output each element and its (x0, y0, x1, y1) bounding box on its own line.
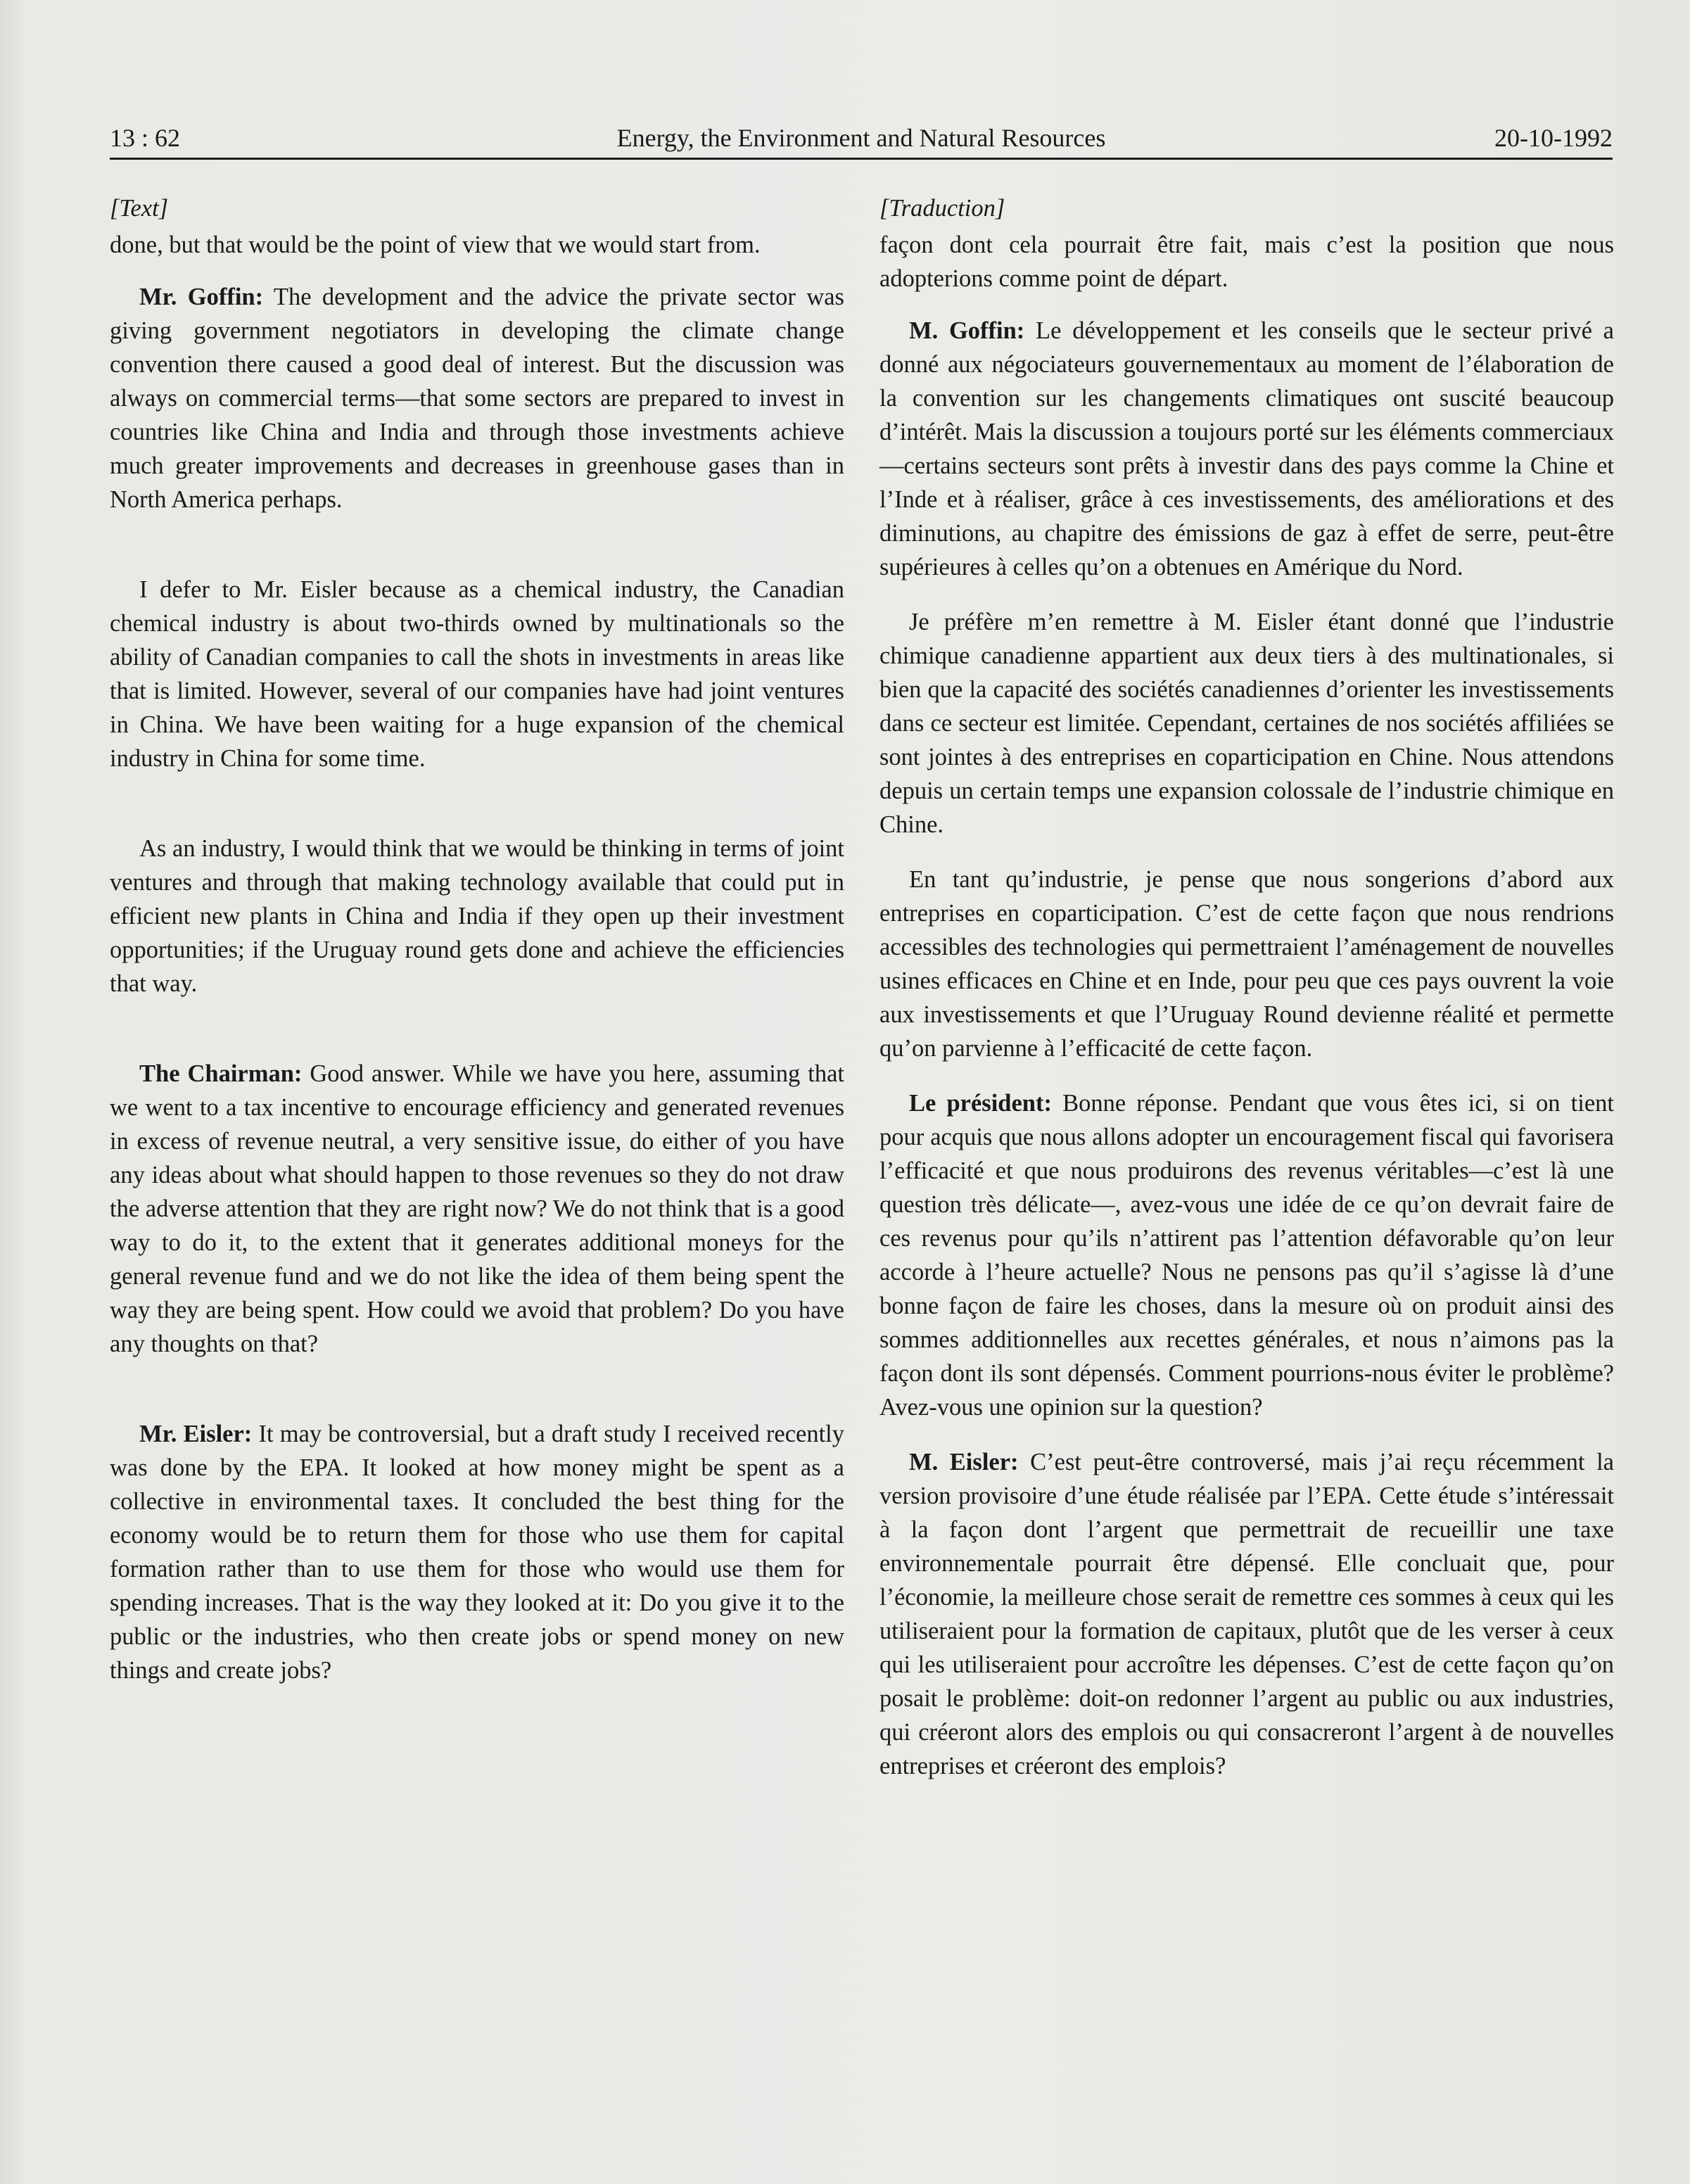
paragraph-chairman (110, 1057, 844, 1361)
paragraph-industry: En tant qu’industrie, je pense que nous songerions d’abord aux entreprises en coparticipation. C’est de cette façon que nous rendrions accessibles des technologies qui permettraient l’aménagement de nouvelles usines efficaces en Chine et en Inde, pour peu que ces pays ouvrent la voie aux investissements et que l’Uruguay Round devienne réalité et permette qu’on parvienne à l’efficacité de cette façon. (879, 866, 1614, 1062)
paragraph-text: Good answer. While we have you here, assuming that we went to a tax incentive to encourage efficiency and generated revenues in excess of revenue neutral, a very sensitive issue, do either of you have any ideas about what should happen to those revenues so they do not draw the adverse attention that they are right now? We do not think that is a good way to do it, to the extent that it generates additional moneys for the general revenue fund and we do not like the idea of them being spent the way they are being spent. How could we avoid that problem? Do you have any thoughts on that? (110, 1060, 844, 1357)
speaker-name: Le président: (909, 1090, 1052, 1117)
column-label-text: [Text] (110, 195, 169, 222)
paragraph-text: C’est peut-être controversé, mais j’ai reçu récemment la version provisoire d’une étude réalisée par l’EPA. Cette étude s’intéressait à la façon dont l’argent que permettrait de recueillir une taxe environnementale pourrait être dépensé. Elle concluait que, pour l’économie, la meilleure chose serait de remettre ces sommes à ceux qui les utiliseraient pour la formation de capitaux, plutôt que de les verser à ceux qui les utiliseraient pour accroître les dépenses. C’est de cette façon qu’on posait le problème: doit-on redonner l’argent au public ou aux industries, qui créeront alors des emplois ou qui consacreront l’argent à de nouvelles entreprises et créeront des emplois? (879, 1449, 1614, 1779)
paragraph-text: Bonne réponse. Pendant que vous êtes ici, si on tient pour acquis que nous allons adopter un encouragement fiscal qui favorisera l’efficacité et que nous produirons des revenus véritables—c’est là une question très délicate—, avez-vous une idée de ce qu’on devrait faire de ces revenus pour qu’ils n’attirent pas l’attention défavorable qu’on leur accorde à l’heure actuelle? Nous ne pensons pas qu’il s’agisse là d’une bonne façon de faire les choses, dans la mesure où on produit ainsi des sommes additionnelles aux recettes générales, et nous n’aimons pas la façon dont ils sont dépensés. Comment pourrions-nous éviter le problème? Avez-vous une opinion sur la question? (879, 1090, 1614, 1421)
paragraph-text: It may be controversial, but a draft study I received recently was done by the EPA. It looked at how money might be spent as a collective in environmental taxes. It concluded the best thing for the economy would be to return them for those who use them for capital formation rather than to use them for those who would use them for spending increases. That is the way they looked at it: Do you give it to the public or the industries, who then create jobs or spend money on new things and create jobs? (110, 1421, 844, 1684)
paragraph-text: The development and the advice the private sector was giving government negotiators in developing the climate change convention there caused a good deal of interest. But the discussion was always on commercial terms—that some sectors are prepared to invest in countries like China and India and through those investments achieve much greater improvements and decreases in greenhouse gases than in North America perhaps. (110, 284, 844, 513)
paragraph-chairman (879, 1086, 1614, 1424)
french-column (879, 189, 1614, 1783)
paragraph-goffin (879, 314, 1614, 584)
paragraph-defer: I defer to Mr. Eisler because as a chemical industry, the Canadian chemical industry is about two-thirds owned by multinationals so the ability of Canadian companies to call the shots in investments in areas like that is limited. However, several of our companies have had joint ventures in China. We have been waiting for a huge expansion of the chemical industry in China for some time. (110, 576, 844, 772)
paragraph-defer: Je préfère m’en remettre à M. Eisler étant donné que l’industrie chimique canadienne appartient aux deux tiers à des multinationales, si bien que la capacité des sociétés canadiennes d’orienter les investissements dans ce secteur est limitée. Cependant, certaines de nos sociétés affiliées se sont jointes à des entreprises en coparticipation en Chine. Nous attendons depuis un certain temps une expansion colossale de l’industrie chimique en Chine. (879, 609, 1614, 838)
column-label-translation: [Traduction] (879, 195, 1005, 222)
speaker-name: Mr. Eisler: (139, 1421, 253, 1447)
speaker-name: M. Eisler: (909, 1449, 1019, 1475)
english-column (110, 189, 844, 1687)
page-header (110, 118, 1613, 160)
page-number: 13 : 62 (110, 124, 181, 152)
speaker-name: M. Goffin: (909, 317, 1025, 344)
speaker-name: The Chairman: (139, 1060, 303, 1087)
paragraph-industry: As an industry, I would think that we would be thinking in terms of joint ventures and through that making technology available that could put in efficient new plants in China and India if they open up their investment opportunities; if the Uruguay round gets done and achieve the efficiencies that way. (110, 835, 844, 997)
paragraph-eisler (879, 1445, 1614, 1783)
paragraph-goffin (110, 280, 844, 516)
publication-title: Energy, the Environment and Natural Resources (616, 124, 1106, 152)
paragraph-continuation: façon dont cela pourrait être fait, mais c’est la position que nous adopterions comme point de départ. (879, 231, 1614, 292)
speaker-name: Mr. Goffin: (139, 284, 264, 310)
paragraph-continuation: done, but that would be the point of view that we would start from. (110, 231, 761, 258)
publication-date: 20-10-1992 (1494, 124, 1613, 152)
paragraph-text: Le développement et les conseils que le secteur privé a donné aux négociateurs gouvernementaux au moment de l’élaboration de la convention sur les changements climatiques ont suscité beaucoup d’intérêt. Mais la discussion a toujours porté sur les éléments commerciaux—certains secteurs sont prêts à investir dans des pays comme la Chine et l’Inde et à réaliser, grâce à ces investissements, des améliorations et des diminutions, au chapitre des émissions de gaz à effet de serre, peut-être supérieures à celles qu’on a obtenues en Amérique du Nord. (879, 317, 1614, 580)
paragraph-eisler (110, 1417, 844, 1687)
